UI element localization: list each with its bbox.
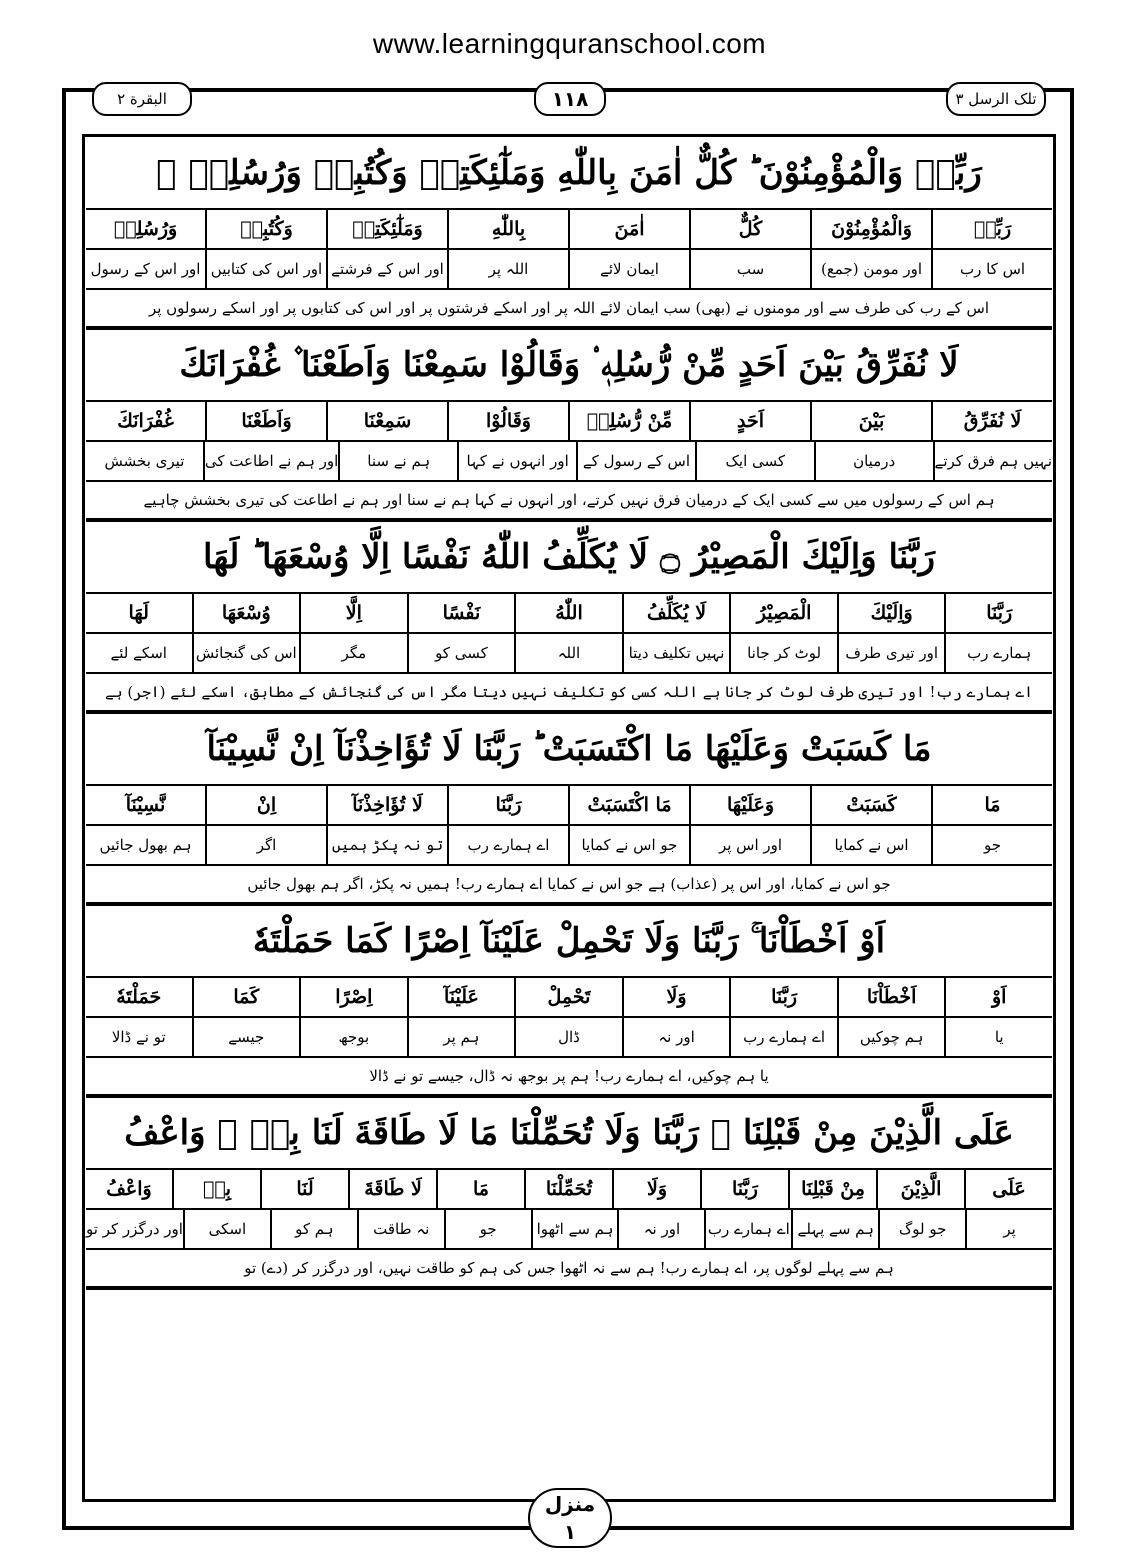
- word-cell: وَعَلَيْهَا: [689, 786, 810, 824]
- word-cell: وَاَطَعْنَا: [205, 402, 326, 440]
- arabic-verse-line: رَبِّهٖ وَالْمُؤْمِنُوْنَ ؕ كُلٌّ اٰمَنَ بِاللّٰهِ وَمَلٰٓئِكَتِهٖ وَكُتُبِهٖ وَرُسُلِهٖ ۟: [86, 138, 1052, 210]
- translation-line: ہم اس کے رسولوں میں سے کسی ایک کے درمیان فرق نہیں کرتے، اور انہوں نے کہا ہم نے سنا اور ہم نے اطاعت کی تیری بخشش چاہیے: [86, 482, 1052, 520]
- word-cell: اَخْطَاْنَا: [837, 978, 945, 1016]
- word-cell: الْمَصِيْرُ: [729, 594, 837, 632]
- meaning-cell: ہم کو: [270, 1210, 357, 1248]
- word-cell: بَيْنَ: [810, 402, 931, 440]
- meaning-cell: اور درگزر کر تو: [86, 1220, 183, 1238]
- word-cell: نَفْسًا: [407, 594, 515, 632]
- meaning-cell: کسی ایک: [695, 442, 814, 480]
- arabic-verse-line: عَلَى الَّذِيْنَ مِنْ قَبْلِنَا ۚ رَبَّنَا وَلَا تُحَمِّلْنَا مَا لَا طَاقَةَ لَنَا بِهٖ ۚ وَاعْفُ: [86, 1098, 1052, 1170]
- word-cell: وَكُتُبِهٖ: [205, 210, 326, 248]
- word-cell: عَلَيْنَآ: [407, 978, 515, 1016]
- verse-block: [86, 1098, 1052, 1290]
- word-cell: مَا: [931, 786, 1052, 824]
- word-row: [86, 786, 1052, 826]
- word-cell: وَاِلَيْكَ: [837, 594, 945, 632]
- word-row: [86, 1170, 1052, 1210]
- word-row: [86, 978, 1052, 1018]
- word-cell: رَبَّنَا: [447, 786, 568, 824]
- word-cell: وَلَا: [622, 978, 730, 1016]
- meaning-cell: اور مومن (جمع): [810, 250, 931, 288]
- word-cell: الَّذِيْنَ: [876, 1170, 964, 1208]
- website-url: www.learningquranschool.com: [372, 28, 767, 59]
- meaning-cell: ہم بھول جائیں: [99, 836, 192, 854]
- meaning-cell: اس کی گنجائش: [192, 634, 300, 672]
- meaning-cell: اسکے لئے: [110, 644, 167, 662]
- word-cell: كَمَا: [192, 978, 300, 1016]
- verse-block: [86, 330, 1052, 522]
- meaning-row: [86, 826, 1052, 866]
- meaning-cell: اس کے رسول کے: [576, 442, 695, 480]
- word-cell: وَلَا: [612, 1170, 700, 1208]
- meaning-cell: اللہ پر: [447, 250, 568, 288]
- manzil-number: ۱: [563, 1520, 577, 1544]
- meaning-cell: جو اس نے کمایا: [568, 826, 689, 864]
- word-cell: عَلَى: [964, 1170, 1052, 1208]
- word-cell: حَمَلْتَهٗ: [116, 986, 162, 1008]
- word-cell: لَا تُؤَاخِذْنَآ: [326, 786, 447, 824]
- word-cell: كُلٌّ: [689, 210, 810, 248]
- arabic-verse-line: مَا كَسَبَتْ وَعَلَيْهَا مَا اكْتَسَبَتْ ؕ رَبَّنَا لَا تُؤَاخِذْنَآ اِنْ نَّسِيْنَآ: [86, 714, 1052, 786]
- meaning-cell: اور اس کے رسول: [90, 260, 201, 278]
- meaning-cell: ہم سے اٹھوا: [531, 1210, 618, 1248]
- meaning-cell: مگر: [299, 634, 407, 672]
- verse-blocks: [86, 138, 1052, 1290]
- meaning-cell: جو: [931, 826, 1052, 864]
- word-cell: لَا نُفَرِّقُ: [931, 402, 1052, 440]
- translation-line: جو اس نے کمایا، اور اس پر (عذاب) ہے جو اس نے کمایا اے ہمارے رب! ہمیں نہ پکڑ، اگر ہم بھول جائیں: [86, 866, 1052, 904]
- meaning-cell: اور نہ: [622, 1018, 730, 1056]
- word-cell: رَبَّنَا: [729, 978, 837, 1016]
- word-row: [86, 594, 1052, 634]
- word-cell: سَمِعْنَا: [326, 402, 447, 440]
- meaning-cell: ہم سے پہلے: [791, 1210, 878, 1248]
- meaning-cell: بوجھ: [299, 1018, 407, 1056]
- meaning-cell: اور اس کی کتابیں: [205, 250, 326, 288]
- meaning-row: [86, 634, 1052, 674]
- meaning-cell: اے ہمارے رب: [729, 1018, 837, 1056]
- meaning-cell: سب: [689, 250, 810, 288]
- word-cell: نَّسِيْنَآ: [125, 794, 166, 816]
- juz-name-label: تلک الرسل ۳: [946, 82, 1046, 116]
- translation-line: یا ہم چوکیں، اے ہمارے رب! ہم پر بوجھ نہ ڈال، جیسے تو نے ڈالا: [86, 1058, 1052, 1096]
- verse-block: [86, 714, 1052, 906]
- meaning-cell: جو: [444, 1210, 531, 1248]
- meaning-cell: لوٹ کر جانا: [729, 634, 837, 672]
- word-cell: وَاعْفُ: [106, 1178, 152, 1200]
- word-cell: اِصْرًا: [299, 978, 407, 1016]
- meaning-cell: نہیں ہم فرق کرتے: [933, 442, 1052, 480]
- translation-line: ہم سے پہلے لوگوں پر، اے ہمارے رب! ہم سے نہ اٹھوا جس کی ہم کو طاقت نہیں، اور درگزر کر (دے) تو: [86, 1250, 1052, 1288]
- word-cell: لَنَا: [260, 1170, 348, 1208]
- page-number: ۱۱۸: [534, 82, 606, 116]
- verse-block: [86, 138, 1052, 330]
- word-cell: اِلَّا: [299, 594, 407, 632]
- word-cell: مَا اكْتَسَبَتْ: [568, 786, 689, 824]
- meaning-cell: اس نے کمایا: [810, 826, 931, 864]
- meaning-cell: کسی کو: [407, 634, 515, 672]
- meaning-cell: نہ طاقت: [357, 1210, 444, 1248]
- meaning-cell: اور اس کے فرشتے: [326, 250, 447, 288]
- arabic-verse-line: رَبَّنَا وَاِلَيْكَ الْمَصِيْرُ ۝ لَا يُكَلِّفُ اللّٰهُ نَفْسًا اِلَّا وُسْعَهَا ؕ لَهَا: [86, 522, 1052, 594]
- meaning-cell: اے ہمارے رب: [704, 1210, 791, 1248]
- word-cell: وَقَالُوْا: [447, 402, 568, 440]
- word-cell: تُحَمِّلْنَا: [524, 1170, 612, 1208]
- word-cell: وَرُسُلِهٖ: [113, 218, 178, 240]
- word-cell: بِهٖ: [172, 1170, 260, 1208]
- word-cell: مِّنْ رُّسُلِهٖ: [568, 402, 689, 440]
- meaning-row: [86, 442, 1052, 482]
- meaning-cell: اگر: [205, 826, 326, 864]
- word-cell: لَا طَاقَةَ: [348, 1170, 436, 1208]
- word-cell: بِاللّٰهِ: [447, 210, 568, 248]
- word-cell: كَسَبَتْ: [810, 786, 931, 824]
- meaning-cell: یا: [944, 1018, 1052, 1056]
- word-cell: اٰمَنَ: [568, 210, 689, 248]
- meaning-cell: ہمارے رب: [944, 634, 1052, 672]
- word-cell: رَبَّنَا: [700, 1170, 788, 1208]
- meaning-cell: تو نہ پکڑ ہمیں: [326, 826, 447, 864]
- word-cell: لَا يُكَلِّفُ: [622, 594, 730, 632]
- word-cell: وُسْعَهَا: [192, 594, 300, 632]
- verse-block: [86, 906, 1052, 1098]
- manzil-seal: [528, 1488, 612, 1548]
- word-cell: مَا: [436, 1170, 524, 1208]
- meaning-cell: اور ہم نے اطاعت کی: [203, 442, 338, 480]
- verse-block: [86, 522, 1052, 714]
- word-cell: وَالْمُؤْمِنُوْنَ: [810, 210, 931, 248]
- word-row: [86, 402, 1052, 442]
- word-cell: لَهَا: [128, 602, 149, 624]
- meaning-row: [86, 1018, 1052, 1058]
- word-cell: مِنْ قَبْلِنَا: [788, 1170, 876, 1208]
- word-cell: اِنْ: [205, 786, 326, 824]
- meaning-cell: تیری بخشش: [104, 452, 185, 470]
- meaning-cell: پر: [965, 1210, 1052, 1248]
- translation-line: اس کے رب کی طرف سے اور مومنوں نے (بھی) سب ایمان لائے اللہ پر اور اسکے فرشتوں پر اور اس کی کتابوں پر اور اسکے رسولوں پر: [86, 290, 1052, 328]
- meaning-cell: اے ہمارے رب: [447, 826, 568, 864]
- meaning-cell: ہم پر: [407, 1018, 515, 1056]
- meaning-cell: اور تیری طرف: [837, 634, 945, 672]
- word-cell: غُفْرَانَكَ: [117, 410, 174, 432]
- word-cell: رَبِّهٖ: [931, 210, 1052, 248]
- meaning-cell: جو لوگ: [878, 1210, 965, 1248]
- meaning-cell: اسکی: [183, 1210, 270, 1248]
- meaning-cell: ہم چوکیں: [837, 1018, 945, 1056]
- meaning-cell: ڈال: [514, 1018, 622, 1056]
- arabic-verse-line: لَا نُفَرِّقُ بَيْنَ اَحَدٍ مِّنْ رُّسُلِهٖ ۟ وَقَالُوْا سَمِعْنَا وَاَطَعْنَا ۫ غُفْرَانَكَ: [86, 330, 1052, 402]
- meaning-cell: نہیں تکلیف دیتا: [622, 634, 730, 672]
- meaning-cell: ایمان لائے: [568, 250, 689, 288]
- translation-line: اے ہمارے رب! اور تیری طرف لوٹ کر جانا ہے اللہ کسی کو تکلیف نہیں دیتا مگر اس کی گنجائش کے مطابق، اسکے لئے (اجر) ہے: [86, 674, 1052, 712]
- meaning-cell: اللہ: [514, 634, 622, 672]
- meaning-cell: اور انہوں نے کہا: [457, 442, 576, 480]
- word-cell: تَحْمِلْ: [514, 978, 622, 1016]
- surah-name-label: البقرة ۲: [92, 82, 192, 116]
- manzil-label: منزل: [544, 1492, 596, 1516]
- meaning-cell: اس کا رب: [931, 250, 1052, 288]
- meaning-cell: اور اس پر: [689, 826, 810, 864]
- meaning-cell: درمیان: [814, 442, 933, 480]
- word-cell: وَمَلٰٓئِكَتِهٖ: [326, 210, 447, 248]
- word-cell: اللّٰهُ: [514, 594, 622, 632]
- meaning-cell: تو نے ڈالا: [111, 1028, 166, 1046]
- meaning-cell: جیسے: [192, 1018, 300, 1056]
- arabic-verse-line: اَوْ اَخْطَاْنَا ۚ رَبَّنَا وَلَا تَحْمِلْ عَلَيْنَآ اِصْرًا كَمَا حَمَلْتَهٗ: [86, 906, 1052, 978]
- meaning-cell: ہم نے سنا: [338, 442, 457, 480]
- meaning-row: [86, 1210, 1052, 1250]
- meaning-cell: اور نہ: [617, 1210, 704, 1248]
- word-cell: اَوْ: [944, 978, 1052, 1016]
- word-cell: رَبَّنَا: [944, 594, 1052, 632]
- word-cell: اَحَدٍ: [689, 402, 810, 440]
- meaning-row: [86, 250, 1052, 290]
- word-row: [86, 210, 1052, 250]
